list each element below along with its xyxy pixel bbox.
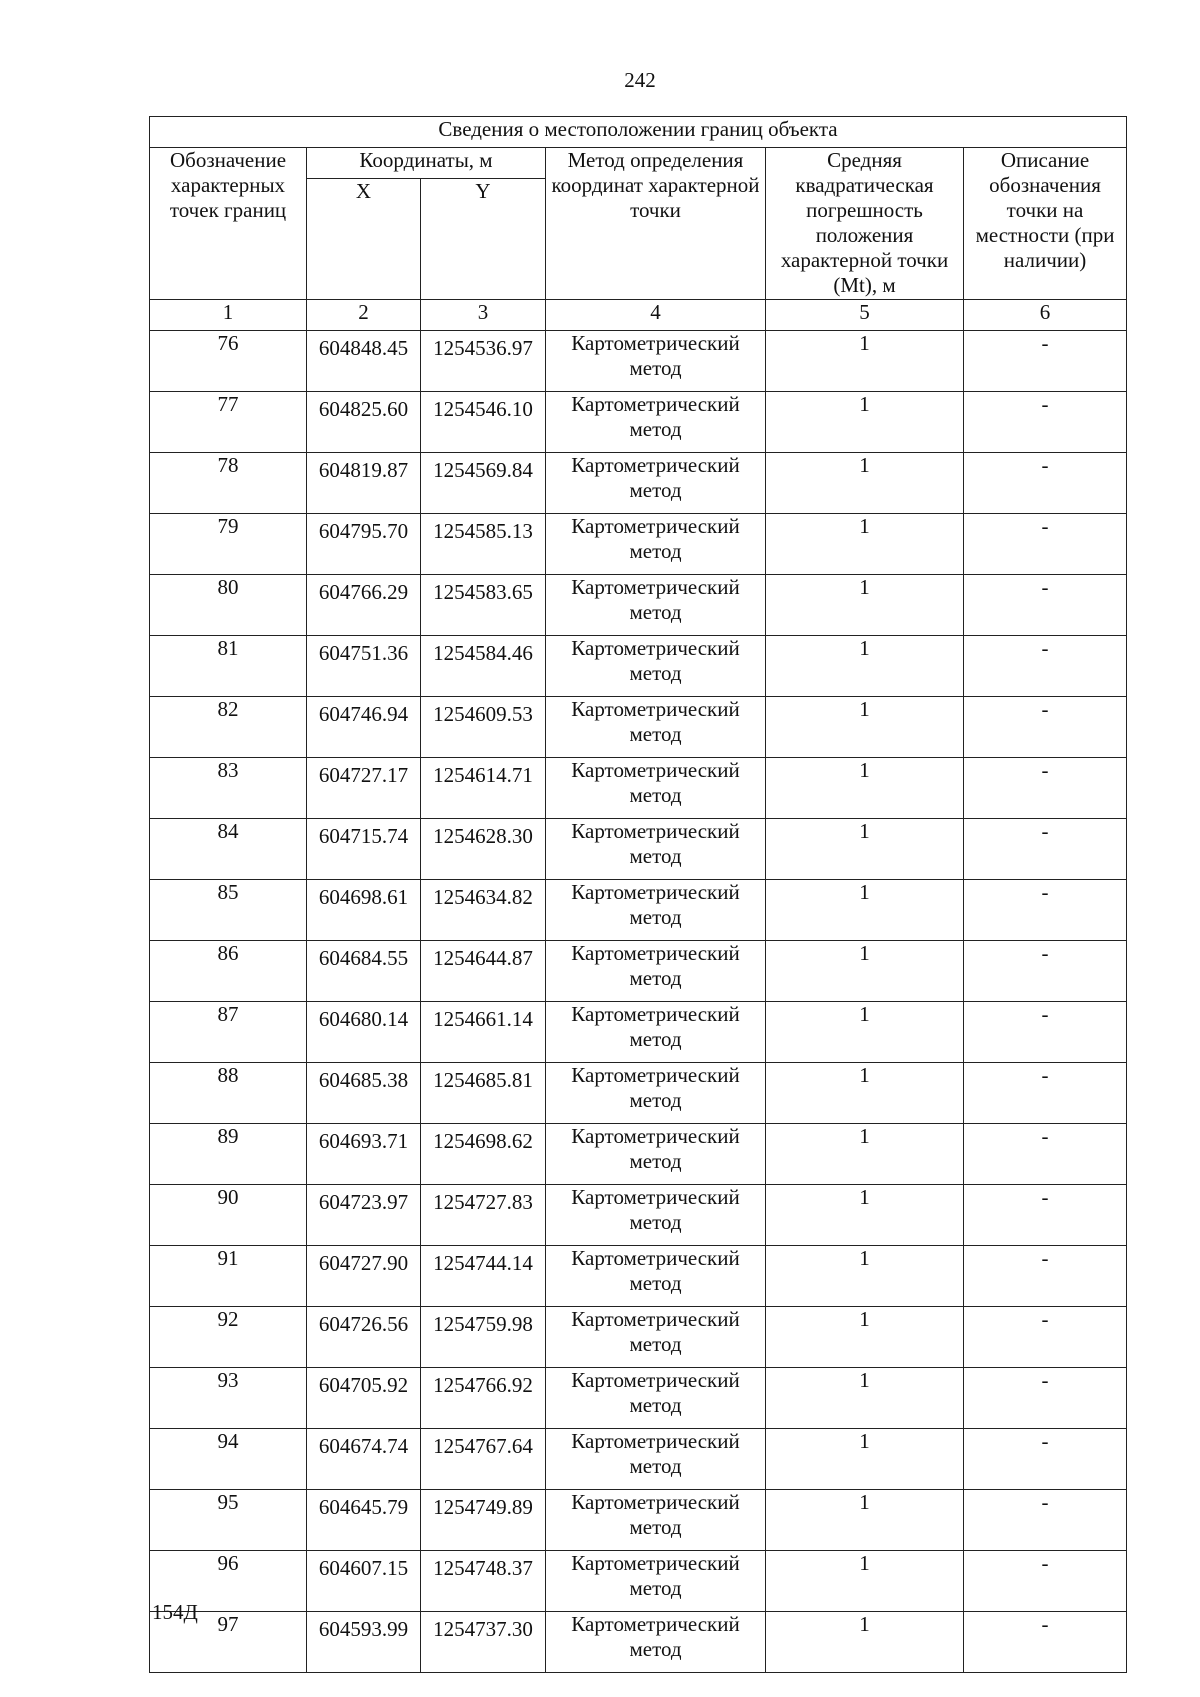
cell-y: 1254698.62: [421, 1124, 546, 1185]
cell-y: 1254759.98: [421, 1307, 546, 1368]
cell-error: 1: [766, 453, 964, 514]
cell-error: 1: [766, 758, 964, 819]
cell-description: -: [964, 941, 1127, 1002]
cell-method: Картометрический метод: [546, 1429, 766, 1490]
cell-description: -: [964, 819, 1127, 880]
header-method: Метод определения координат характерной точки: [546, 148, 766, 300]
table-row: [150, 636, 1127, 697]
cell-x: 604751.36: [307, 636, 421, 697]
cell-error: 1: [766, 1063, 964, 1124]
cell-description: -: [964, 1429, 1127, 1490]
cell-point: 94: [150, 1429, 307, 1490]
table-row: [150, 1612, 1127, 1673]
cell-x: 604819.87: [307, 453, 421, 514]
column-number: 6: [964, 300, 1127, 331]
cell-x: 604723.97: [307, 1185, 421, 1246]
cell-description: -: [964, 575, 1127, 636]
cell-point: 78: [150, 453, 307, 514]
cell-method: Картометрический метод: [546, 1185, 766, 1246]
table-row: [150, 819, 1127, 880]
cell-error: 1: [766, 1185, 964, 1246]
cell-error: 1: [766, 1246, 964, 1307]
cell-point: 77: [150, 392, 307, 453]
cell-error: 1: [766, 1612, 964, 1673]
header-description: Описание обозначения точки на местности (при наличии): [964, 148, 1127, 300]
column-number-row: [150, 300, 1127, 331]
table-row: [150, 1002, 1127, 1063]
table-row: [150, 1185, 1127, 1246]
cell-y: 1254661.14: [421, 1002, 546, 1063]
cell-method: Картометрический метод: [546, 636, 766, 697]
cell-y: 1254536.97: [421, 331, 546, 392]
cell-error: 1: [766, 1490, 964, 1551]
column-number: 5: [766, 300, 964, 331]
cell-description: -: [964, 880, 1127, 941]
cell-y: 1254748.37: [421, 1551, 546, 1612]
cell-error: 1: [766, 331, 964, 392]
cell-point: 93: [150, 1368, 307, 1429]
cell-method: Картометрический метод: [546, 1612, 766, 1673]
cell-x: 604715.74: [307, 819, 421, 880]
cell-method: Картометрический метод: [546, 1246, 766, 1307]
cell-y: 1254585.13: [421, 514, 546, 575]
cell-y: 1254584.46: [421, 636, 546, 697]
cell-y: 1254685.81: [421, 1063, 546, 1124]
cell-error: 1: [766, 819, 964, 880]
cell-error: 1: [766, 1002, 964, 1063]
cell-error: 1: [766, 1551, 964, 1612]
cell-point: 89: [150, 1124, 307, 1185]
cell-point: 96: [150, 1551, 307, 1612]
cell-description: -: [964, 697, 1127, 758]
table-title-row: [150, 117, 1127, 148]
cell-point: 95: [150, 1490, 307, 1551]
cell-point: 84: [150, 819, 307, 880]
cell-x: 604705.92: [307, 1368, 421, 1429]
cell-method: Картометрический метод: [546, 575, 766, 636]
cell-error: 1: [766, 392, 964, 453]
cell-x: 604746.94: [307, 697, 421, 758]
table-row: [150, 697, 1127, 758]
cell-x: 604645.79: [307, 1490, 421, 1551]
boundary-table: [149, 116, 1127, 1673]
cell-description: -: [964, 453, 1127, 514]
cell-error: 1: [766, 880, 964, 941]
cell-error: 1: [766, 575, 964, 636]
cell-error: 1: [766, 697, 964, 758]
cell-method: Картометрический метод: [546, 1002, 766, 1063]
cell-point: 85: [150, 880, 307, 941]
cell-x: 604848.45: [307, 331, 421, 392]
header-y: Y: [421, 179, 546, 300]
cell-y: 1254628.30: [421, 819, 546, 880]
cell-method: Картометрический метод: [546, 453, 766, 514]
cell-y: 1254569.84: [421, 453, 546, 514]
cell-method: Картометрический метод: [546, 1124, 766, 1185]
table-row: [150, 941, 1127, 1002]
cell-description: -: [964, 1368, 1127, 1429]
table-title: Сведения о местоположении границ объекта: [150, 117, 1127, 148]
cell-description: -: [964, 1063, 1127, 1124]
cell-y: 1254767.64: [421, 1429, 546, 1490]
cell-description: -: [964, 1551, 1127, 1612]
header-coords: Координаты, м: [307, 148, 546, 179]
cell-description: -: [964, 758, 1127, 819]
cell-description: -: [964, 1002, 1127, 1063]
table-row: [150, 1246, 1127, 1307]
cell-description: -: [964, 1307, 1127, 1368]
cell-x: 604684.55: [307, 941, 421, 1002]
cell-point: 87: [150, 1002, 307, 1063]
cell-point: 97: [150, 1612, 307, 1673]
cell-description: -: [964, 1490, 1127, 1551]
cell-x: 604685.38: [307, 1063, 421, 1124]
table-row: [150, 392, 1127, 453]
cell-x: 604680.14: [307, 1002, 421, 1063]
cell-description: -: [964, 636, 1127, 697]
cell-y: 1254737.30: [421, 1612, 546, 1673]
column-number: 1: [150, 300, 307, 331]
column-number: 3: [421, 300, 546, 331]
cell-error: 1: [766, 1124, 964, 1185]
cell-description: -: [964, 392, 1127, 453]
cell-method: Картометрический метод: [546, 697, 766, 758]
cell-y: 1254766.92: [421, 1368, 546, 1429]
cell-description: -: [964, 1612, 1127, 1673]
cell-x: 604607.15: [307, 1551, 421, 1612]
cell-method: Картометрический метод: [546, 331, 766, 392]
cell-point: 79: [150, 514, 307, 575]
table-row: [150, 880, 1127, 941]
table-row: [150, 1063, 1127, 1124]
document-code: 154Д: [152, 1600, 198, 1624]
cell-point: 81: [150, 636, 307, 697]
cell-description: -: [964, 514, 1127, 575]
cell-method: Картометрический метод: [546, 758, 766, 819]
cell-x: 604593.99: [307, 1612, 421, 1673]
table-row: [150, 514, 1127, 575]
table-body: [150, 331, 1127, 1673]
cell-x: 604727.90: [307, 1246, 421, 1307]
table-row: [150, 1429, 1127, 1490]
cell-description: -: [964, 1124, 1127, 1185]
cell-x: 604726.56: [307, 1307, 421, 1368]
cell-x: 604766.29: [307, 575, 421, 636]
cell-method: Картометрический метод: [546, 1551, 766, 1612]
cell-x: 604825.60: [307, 392, 421, 453]
cell-error: 1: [766, 636, 964, 697]
cell-y: 1254614.71: [421, 758, 546, 819]
cell-x: 604693.71: [307, 1124, 421, 1185]
table-row: [150, 1368, 1127, 1429]
column-number: 4: [546, 300, 766, 331]
header-point: Обозначение характерных точек границ: [150, 148, 307, 300]
cell-method: Картометрический метод: [546, 1063, 766, 1124]
cell-method: Картометрический метод: [546, 1307, 766, 1368]
cell-error: 1: [766, 941, 964, 1002]
cell-method: Картометрический метод: [546, 819, 766, 880]
cell-point: 86: [150, 941, 307, 1002]
cell-description: -: [964, 1246, 1127, 1307]
cell-point: 83: [150, 758, 307, 819]
column-number: 2: [307, 300, 421, 331]
table-row: [150, 1307, 1127, 1368]
cell-point: 92: [150, 1307, 307, 1368]
cell-y: 1254583.65: [421, 575, 546, 636]
table-row: [150, 1490, 1127, 1551]
table-row: [150, 453, 1127, 514]
table-row: [150, 575, 1127, 636]
header-error: Средняя квадратическая погрешность положения характерной точки (Mt), м: [766, 148, 964, 300]
cell-x: 604795.70: [307, 514, 421, 575]
cell-y: 1254546.10: [421, 392, 546, 453]
cell-point: 91: [150, 1246, 307, 1307]
cell-description: -: [964, 331, 1127, 392]
table-row: [150, 331, 1127, 392]
table-row: [150, 1551, 1127, 1612]
cell-description: -: [964, 1185, 1127, 1246]
cell-method: Картометрический метод: [546, 1368, 766, 1429]
table-row: [150, 758, 1127, 819]
cell-y: 1254749.89: [421, 1490, 546, 1551]
cell-method: Картометрический метод: [546, 1490, 766, 1551]
cell-method: Картометрический метод: [546, 880, 766, 941]
cell-y: 1254727.83: [421, 1185, 546, 1246]
cell-y: 1254644.87: [421, 941, 546, 1002]
cell-y: 1254744.14: [421, 1246, 546, 1307]
cell-point: 76: [150, 331, 307, 392]
cell-x: 604698.61: [307, 880, 421, 941]
cell-point: 82: [150, 697, 307, 758]
page-number: 242: [624, 68, 656, 92]
cell-y: 1254634.82: [421, 880, 546, 941]
cell-y: 1254609.53: [421, 697, 546, 758]
cell-point: 80: [150, 575, 307, 636]
cell-x: 604674.74: [307, 1429, 421, 1490]
header-row: [150, 148, 1127, 179]
cell-error: 1: [766, 1429, 964, 1490]
cell-error: 1: [766, 1368, 964, 1429]
header-x: X: [307, 179, 421, 300]
cell-error: 1: [766, 1307, 964, 1368]
table-row: [150, 1124, 1127, 1185]
cell-point: 88: [150, 1063, 307, 1124]
cell-method: Картометрический метод: [546, 514, 766, 575]
cell-point: 90: [150, 1185, 307, 1246]
cell-x: 604727.17: [307, 758, 421, 819]
cell-method: Картометрический метод: [546, 941, 766, 1002]
cell-method: Картометрический метод: [546, 392, 766, 453]
cell-error: 1: [766, 514, 964, 575]
